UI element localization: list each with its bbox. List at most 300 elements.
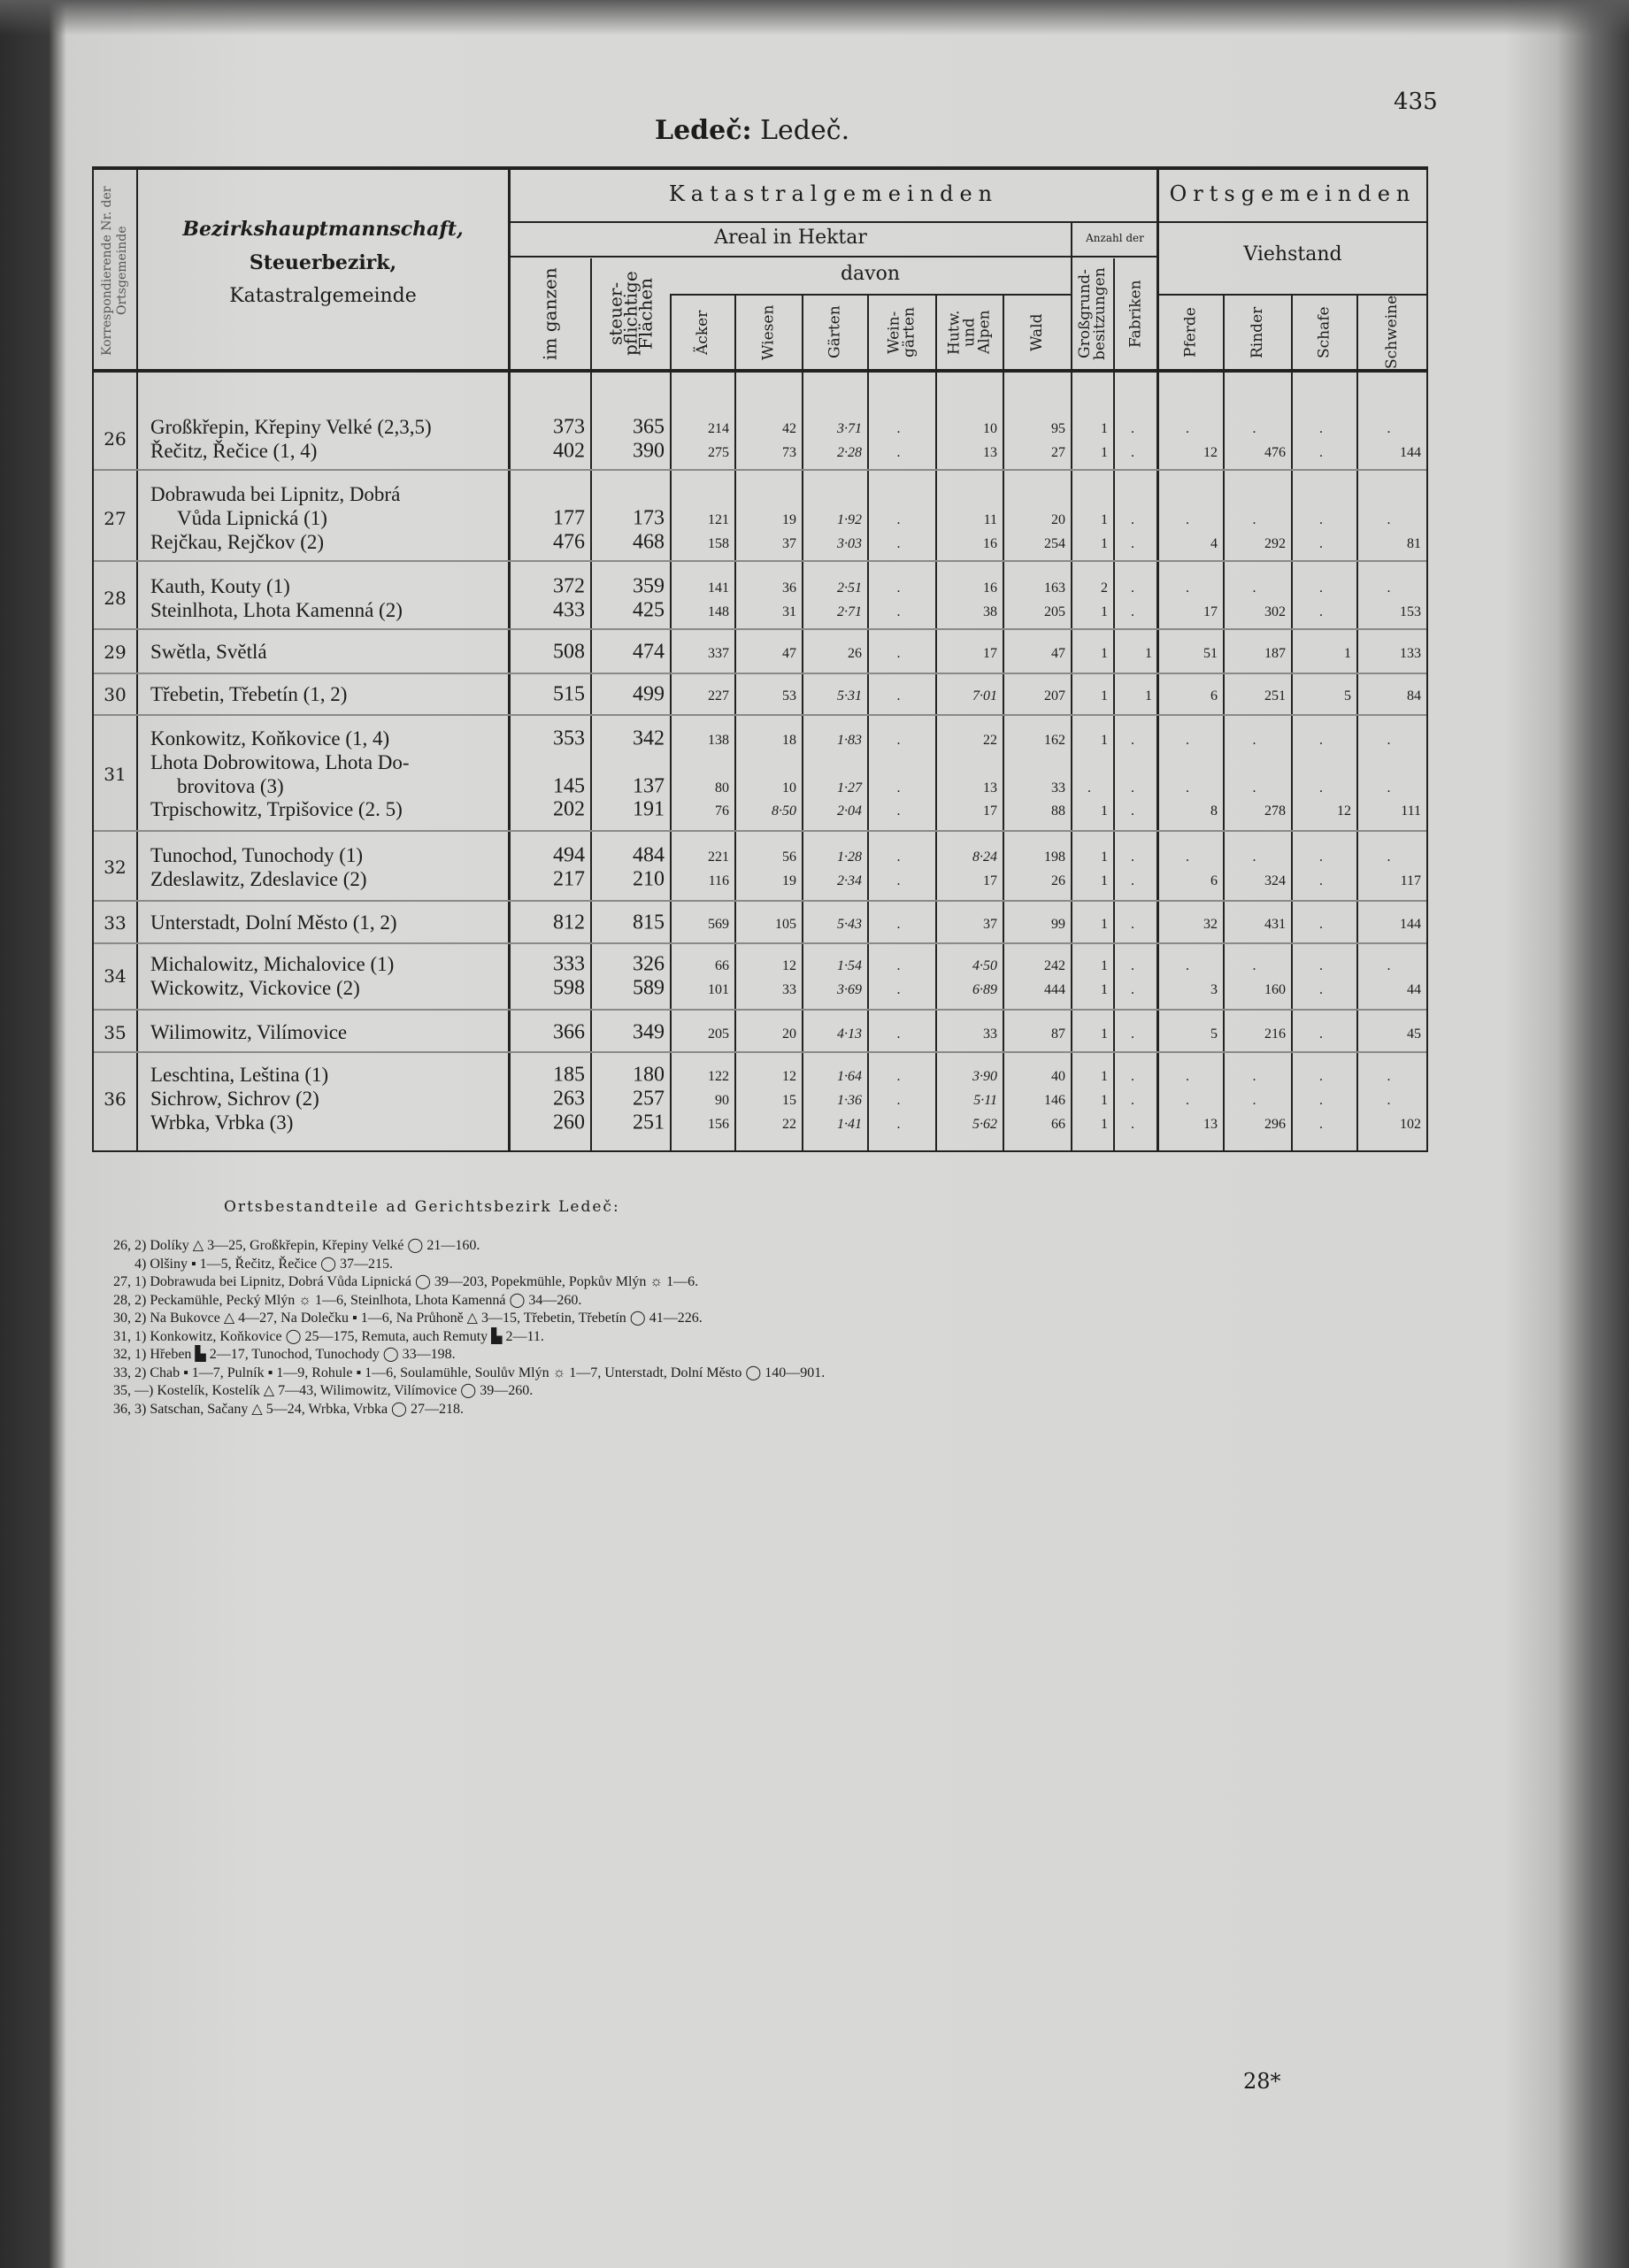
cell-hutw-und-alpen: 22 <box>983 732 997 748</box>
column-header: Schweine <box>1383 295 1401 370</box>
cell-rinder: 302 <box>1264 604 1286 619</box>
footnote-line: 4) Olšiny ▪ 1—5, Řečitz, Řečice ◯ 37—215. <box>113 1256 393 1272</box>
cell-rinder: . <box>1252 511 1256 527</box>
cell-äcker: 214 <box>708 420 729 436</box>
cell-wein-gärten: . <box>896 873 901 888</box>
cell-pferde: 17 <box>1203 604 1218 619</box>
cell-äcker: 205 <box>708 1026 729 1042</box>
cell-hutw-und-alpen: 17 <box>983 645 997 661</box>
cell-wiesen: 37 <box>782 535 796 551</box>
katastralgemeinde-name: Michalowitz, Michalovice (1) <box>150 953 395 975</box>
cell-fabriken: . <box>1131 849 1134 865</box>
rule <box>511 256 1156 258</box>
cell-gro-grund-besitzungen: 1 <box>1101 1068 1108 1084</box>
cell-gärten: 26 <box>848 645 862 661</box>
cell-fabriken: . <box>1131 803 1134 819</box>
cell-steuer-pflichtige-flächen: 173 <box>633 506 665 530</box>
cell-wiesen: 12 <box>782 1068 796 1084</box>
cell-schweine: . <box>1387 1068 1391 1084</box>
ortsgemeinde-number: 26 <box>104 428 127 450</box>
column-header: im ganzen <box>539 267 561 360</box>
cell-schweine: 153 <box>1400 604 1421 619</box>
footnote-line: 36, 3) Satschan, Sačany △ 5—24, Wrbka, Vrbka ◯ 27—218. <box>113 1401 464 1417</box>
cell-schafe: . <box>1319 604 1323 619</box>
ortsgemeinde-number: 31 <box>104 764 127 786</box>
cell-pferde: 6 <box>1210 873 1218 888</box>
cell-gro-grund-besitzungen: 1 <box>1101 981 1108 997</box>
cell-wiesen: 8·50 <box>772 803 796 819</box>
ortsgemeinde-number: 35 <box>104 1022 127 1043</box>
cell-äcker: 116 <box>708 873 729 888</box>
nr-column-rule <box>136 168 138 1150</box>
cell-fabriken: . <box>1131 580 1134 596</box>
cell-gro-grund-besitzungen: 1 <box>1101 1092 1108 1108</box>
cell-wein-gärten: . <box>896 981 901 997</box>
cell-wald: 254 <box>1044 535 1065 551</box>
cell-wiesen: 31 <box>782 604 796 619</box>
cell-schafe: . <box>1319 1026 1323 1042</box>
cell-schweine: 117 <box>1400 873 1421 888</box>
katastralgemeinde-name: Steinlhota, Lhota Kamenná (2) <box>150 598 403 621</box>
cell-wald: 444 <box>1044 981 1065 997</box>
cell-pferde: 3 <box>1210 981 1218 997</box>
cell-wiesen: 12 <box>782 957 796 973</box>
cell-wald: 88 <box>1051 803 1065 819</box>
cell-hutw-und-alpen: 13 <box>983 444 997 460</box>
cell-rinder: . <box>1252 849 1256 865</box>
cell-schweine: 102 <box>1400 1116 1421 1132</box>
cell-gro-grund-besitzungen: 1 <box>1101 604 1108 619</box>
column-rule <box>1113 258 1115 1150</box>
cell-im-ganzen: 433 <box>553 598 585 622</box>
cell-rinder: 251 <box>1264 688 1286 703</box>
page-number: 435 <box>1394 88 1438 115</box>
cell-äcker: 121 <box>708 511 729 527</box>
cell-pferde: 13 <box>1203 1116 1218 1132</box>
cell-hutw-und-alpen: 10 <box>983 420 997 436</box>
cell-rinder: 292 <box>1264 535 1286 551</box>
cell-wald: 33 <box>1051 780 1065 796</box>
cell-hutw-und-alpen: 16 <box>983 535 997 551</box>
cell-wiesen: 19 <box>782 511 796 527</box>
cell-im-ganzen: 372 <box>553 574 585 598</box>
header-ortsgemeinden: Ortsgemeinden <box>1169 181 1417 206</box>
cell-pferde: 8 <box>1210 803 1218 819</box>
ortsgemeinde-number: 30 <box>104 684 127 705</box>
cell-wiesen: 20 <box>782 1026 796 1042</box>
column-header: Wald <box>1028 313 1046 351</box>
cell-äcker: 569 <box>708 916 729 932</box>
footnote-line: 32, 1) Hřeben ▙ 2—17, Tunochod, Tunochody ◯ 33—198. <box>113 1347 456 1362</box>
cell-wald: 47 <box>1051 645 1065 661</box>
cell-wiesen: 47 <box>782 645 796 661</box>
cell-gärten: 2·51 <box>837 580 862 596</box>
cell-wiesen: 73 <box>782 444 796 460</box>
cell-schafe: . <box>1319 580 1323 596</box>
cell-steuer-pflichtige-flächen: 365 <box>633 415 665 439</box>
cell-schafe: . <box>1319 873 1323 888</box>
katastralgemeinde-name: Rejčkau, Rejčkov (2) <box>150 530 325 553</box>
katastralgemeinde-name: Kauth, Kouty (1) <box>150 575 290 597</box>
cell-gärten: 1·28 <box>837 849 862 865</box>
cell-wein-gärten: . <box>896 916 901 932</box>
cell-wein-gärten: . <box>896 732 901 748</box>
cell-wald: 205 <box>1044 604 1065 619</box>
cell-wiesen: 33 <box>782 981 796 997</box>
katastralgemeinde-name: Trpischowitz, Trpišovice (2. 5) <box>150 798 403 821</box>
cell-äcker: 221 <box>708 849 729 865</box>
cell-rinder: . <box>1252 580 1256 596</box>
cell-schafe: . <box>1319 444 1323 460</box>
cell-schweine: 144 <box>1400 916 1421 932</box>
cell-gro-grund-besitzungen: 1 <box>1101 849 1108 865</box>
row-separator <box>94 1051 1426 1053</box>
cell-gärten: 1·27 <box>837 780 862 796</box>
cell-fabriken: . <box>1131 1116 1134 1132</box>
cell-pferde: . <box>1186 1092 1189 1108</box>
cell-pferde: . <box>1186 511 1189 527</box>
cell-gro-grund-besitzungen: . <box>1087 780 1091 796</box>
rule <box>1159 221 1426 223</box>
cell-im-ganzen: 373 <box>553 415 585 439</box>
cell-im-ganzen: 508 <box>553 640 585 664</box>
cell-pferde: 51 <box>1203 645 1218 661</box>
cell-schafe: 12 <box>1337 803 1351 819</box>
cell-äcker: 76 <box>715 803 729 819</box>
cell-gärten: 1·83 <box>837 732 862 748</box>
cell-gärten: 1·64 <box>837 1068 862 1084</box>
cell-fabriken: . <box>1131 604 1134 619</box>
cell-wein-gärten: . <box>896 803 901 819</box>
cell-schweine: 81 <box>1407 535 1421 551</box>
cell-im-ganzen: 353 <box>553 727 585 750</box>
cell-gärten: 1·92 <box>837 511 862 527</box>
cell-pferde: . <box>1186 849 1189 865</box>
cell-im-ganzen: 263 <box>553 1087 585 1111</box>
header-davon: davon <box>840 263 901 285</box>
cell-wald: 66 <box>1051 1116 1065 1132</box>
header-nr: Korrespondierende Nr. der Ortsgemeinde <box>100 186 129 356</box>
footnote-line: 30, 2) Na Bukovce △ 4—27, Na Dolečku ▪ 1—6, Na Průhoně △ 3—15, Třebetin, Třebetín ◯ 41—226. <box>113 1311 703 1326</box>
column-header: Äcker <box>694 310 711 355</box>
cell-äcker: 66 <box>715 957 729 973</box>
cell-gärten: 3·03 <box>837 535 862 551</box>
cell-schafe: 1 <box>1344 645 1351 661</box>
katastralgemeinde-name: Třebetin, Třebetín (1, 2) <box>150 683 348 705</box>
cell-pferde: . <box>1186 957 1189 973</box>
cell-wald: 40 <box>1051 1068 1065 1084</box>
cell-äcker: 275 <box>708 444 729 460</box>
cell-hutw-und-alpen: 8·24 <box>972 849 997 865</box>
ortsgemeinde-number: 28 <box>104 588 127 610</box>
cell-gro-grund-besitzungen: 1 <box>1101 444 1108 460</box>
footnote-line: 33, 2) Chab ▪ 1—7, Pulník ▪ 1—9, Rohule ▪ 1—6, Soulamühle, Soulův Mlýn ☼ 1—7, Unterstadt, Dolní Město ◯ 140—901. <box>113 1365 826 1380</box>
cell-wein-gärten: . <box>896 780 901 796</box>
cell-im-ganzen: 333 <box>553 952 585 976</box>
cell-fabriken: . <box>1131 1026 1134 1042</box>
footnote-line: 28, 2) Peckamühle, Pecký Mlýn ☼ 1—6, Steinlhota, Lhota Kamenná ◯ 34—260. <box>113 1292 582 1308</box>
cell-hutw-und-alpen: 13 <box>983 780 997 796</box>
cell-schafe: . <box>1319 849 1323 865</box>
cell-steuer-pflichtige-flächen: 342 <box>633 727 665 750</box>
cell-schafe: 5 <box>1344 688 1351 703</box>
cell-im-ganzen: 515 <box>553 682 585 706</box>
cell-wald: 87 <box>1051 1026 1065 1042</box>
cell-hutw-und-alpen: 17 <box>983 803 997 819</box>
cell-gärten: 2·28 <box>837 444 862 460</box>
cell-wald: 198 <box>1044 849 1065 865</box>
scan-shadow <box>0 0 1629 35</box>
cell-fabriken: 1 <box>1145 688 1152 703</box>
ortsgemeinde-number: 32 <box>104 857 127 879</box>
cell-schafe: . <box>1319 957 1323 973</box>
cell-im-ganzen: 177 <box>553 506 585 530</box>
column-header: Wiesen <box>759 304 778 360</box>
cell-fabriken: . <box>1131 535 1134 551</box>
cell-fabriken: . <box>1131 444 1134 460</box>
column-header: Rinder <box>1249 306 1266 358</box>
cell-gärten: 3·71 <box>837 420 862 436</box>
cell-wein-gärten: . <box>896 420 901 436</box>
cell-hutw-und-alpen: 11 <box>983 511 997 527</box>
column-header: Gärten <box>826 305 844 359</box>
cell-wein-gärten: . <box>896 1068 901 1084</box>
katastralgemeinde-name: Vůda Lipnická (1) <box>177 506 327 529</box>
katastralgemeinde-name: Sichrow, Sichrov (2) <box>150 1087 319 1110</box>
column-header: steuer-pflichtige Flächen <box>604 271 657 357</box>
cell-schafe: . <box>1319 420 1323 436</box>
cell-gro-grund-besitzungen: 2 <box>1101 580 1108 596</box>
cell-pferde: . <box>1186 1068 1189 1084</box>
cell-gärten: 3·69 <box>837 981 862 997</box>
cell-im-ganzen: 598 <box>553 976 585 1000</box>
cell-wein-gärten: . <box>896 444 901 460</box>
cell-gro-grund-besitzungen: 1 <box>1101 957 1108 973</box>
cell-wein-gärten: . <box>896 688 901 703</box>
cell-wald: 207 <box>1044 688 1065 703</box>
cell-schafe: . <box>1319 511 1323 527</box>
cell-schafe: . <box>1319 981 1323 997</box>
cell-gro-grund-besitzungen: 1 <box>1101 511 1108 527</box>
row-separator <box>94 714 1426 716</box>
cell-steuer-pflichtige-flächen: 499 <box>633 682 665 706</box>
cell-rinder: 187 <box>1264 645 1286 661</box>
cell-pferde: 6 <box>1210 688 1218 703</box>
cell-wald: 162 <box>1044 732 1065 748</box>
table-top-rule <box>92 166 1428 170</box>
cell-wald: 163 <box>1044 580 1065 596</box>
cell-gärten: 1·41 <box>837 1116 862 1132</box>
column-header: Pferde <box>1181 307 1200 357</box>
cell-gärten: 5·43 <box>837 916 862 932</box>
cell-fabriken: . <box>1131 511 1134 527</box>
cell-schweine: 144 <box>1400 444 1421 460</box>
cell-wiesen: 10 <box>782 780 796 796</box>
katastralgemeinde-name: Konkowitz, Koňkovice (1, 4) <box>150 727 390 750</box>
cell-rinder: 216 <box>1264 1026 1286 1042</box>
katastralgemeinde-name: Unterstadt, Dolní Město (1, 2) <box>150 911 397 934</box>
cell-pferde: . <box>1186 580 1189 596</box>
row-separator <box>94 628 1426 630</box>
cell-äcker: 156 <box>708 1116 729 1132</box>
cell-gärten: 1·36 <box>837 1092 862 1108</box>
cell-schweine: 45 <box>1407 1026 1421 1042</box>
katastralgemeinde-name: brovitova (3) <box>177 774 284 797</box>
cell-steuer-pflichtige-flächen: 474 <box>633 640 665 664</box>
cell-wein-gärten: . <box>896 645 901 661</box>
cell-fabriken: . <box>1131 916 1134 932</box>
row-separator <box>94 560 1426 562</box>
cell-äcker: 138 <box>708 732 729 748</box>
footnote-line: 27, 1) Dobrawuda bei Lipnitz, Dobrá Vůda Lipnická ◯ 39—203, Popekmühle, Popkův Mlýn ☼ 1—6. <box>113 1274 699 1289</box>
cell-steuer-pflichtige-flächen: 815 <box>633 911 665 934</box>
cell-wiesen: 15 <box>782 1092 796 1108</box>
katastralgemeinde-name: Wrbka, Vrbka (3) <box>150 1111 294 1134</box>
cell-gro-grund-besitzungen: 1 <box>1101 732 1108 748</box>
cell-pferde: 32 <box>1203 916 1218 932</box>
cell-im-ganzen: 402 <box>553 439 585 463</box>
signature-mark: 28* <box>1243 2069 1281 2094</box>
cell-wein-gärten: . <box>896 511 901 527</box>
cell-schweine: . <box>1387 511 1391 527</box>
cell-steuer-pflichtige-flächen: 191 <box>633 797 665 821</box>
cell-schafe: . <box>1319 916 1323 932</box>
header-name-line: Steuerbezirk, <box>249 251 397 274</box>
cell-wiesen: 19 <box>782 873 796 888</box>
cell-im-ganzen: 260 <box>553 1111 585 1134</box>
cell-gro-grund-besitzungen: 1 <box>1101 688 1108 703</box>
cell-fabriken: . <box>1131 981 1134 997</box>
cell-schweine: . <box>1387 420 1391 436</box>
ortsgemeinde-number: 34 <box>104 965 127 988</box>
row-separator <box>94 469 1426 471</box>
cell-fabriken: . <box>1131 732 1134 748</box>
cell-äcker: 158 <box>708 535 729 551</box>
cell-wald: 27 <box>1051 444 1065 460</box>
cell-pferde: . <box>1186 732 1189 748</box>
table-bottom-rule <box>92 1150 1428 1152</box>
katastralgemeinde-name: Zdeslawitz, Zdeslavice (2) <box>150 867 367 890</box>
cell-steuer-pflichtige-flächen: 589 <box>633 976 665 1000</box>
cell-pferde: 4 <box>1210 535 1218 551</box>
cell-hutw-und-alpen: 3·90 <box>972 1068 997 1084</box>
cell-hutw-und-alpen: 33 <box>983 1026 997 1042</box>
ortsgemeinde-number: 36 <box>104 1088 127 1110</box>
cell-schafe: . <box>1319 1068 1323 1084</box>
cell-äcker: 90 <box>715 1092 729 1108</box>
cell-wald: 99 <box>1051 916 1065 932</box>
cell-wein-gärten: . <box>896 1092 901 1108</box>
header-areal: Areal in Hektar <box>714 227 867 249</box>
cell-schafe: . <box>1319 1092 1323 1108</box>
cell-äcker: 122 <box>708 1068 729 1084</box>
cell-im-ganzen: 476 <box>553 530 585 554</box>
cell-gro-grund-besitzungen: 1 <box>1101 1026 1108 1042</box>
ortsgemeinde-number: 29 <box>104 642 127 663</box>
cell-hutw-und-alpen: 5·11 <box>973 1092 997 1108</box>
cell-im-ganzen: 812 <box>553 911 585 934</box>
cell-im-ganzen: 185 <box>553 1063 585 1087</box>
cell-rinder: . <box>1252 732 1256 748</box>
column-header: Fabriken <box>1126 280 1145 348</box>
cell-hutw-und-alpen: 16 <box>983 580 997 596</box>
katastralgemeinde-name: Wickowitz, Vickovice (2) <box>150 976 360 999</box>
cell-wein-gärten: . <box>896 849 901 865</box>
header-name <box>138 212 508 313</box>
cell-im-ganzen: 202 <box>553 797 585 821</box>
cell-rinder: 278 <box>1264 803 1286 819</box>
cell-äcker: 148 <box>708 604 729 619</box>
cell-im-ganzen: 145 <box>553 774 585 798</box>
footnote-line: 35, —) Kostelík, Kostelík △ 7—43, Wilimowitz, Vilímovice ◯ 39—260. <box>113 1383 534 1398</box>
katastralgemeinde-name: Řečitz, Řečice (1, 4) <box>150 439 318 462</box>
cell-gärten: 2·04 <box>837 803 862 819</box>
cell-hutw-und-alpen: 5·62 <box>972 1116 997 1132</box>
cell-schafe: . <box>1319 1116 1323 1132</box>
cell-gärten: 2·34 <box>837 873 862 888</box>
cell-steuer-pflichtige-flächen: 210 <box>633 867 665 891</box>
footnote-line: 31, 1) Konkowitz, Koňkovice ◯ 25—175, Remuta, auch Remuty ▙ 2—11. <box>113 1328 544 1344</box>
cell-äcker: 101 <box>708 981 729 997</box>
cell-fabriken: . <box>1131 420 1134 436</box>
footnotes-title: Ortsbestandteile ad Gerichtsbezirk Ledeč: <box>224 1198 620 1216</box>
cell-fabriken: . <box>1131 1092 1134 1108</box>
cell-schweine: . <box>1387 957 1391 973</box>
header-name-line: Katastralgemeinde <box>229 285 417 307</box>
cell-gärten: 4·13 <box>837 1026 862 1042</box>
ortsgemeinde-number: 27 <box>104 507 127 529</box>
cell-wald: 146 <box>1044 1092 1065 1108</box>
cell-steuer-pflichtige-flächen: 468 <box>633 530 665 554</box>
cell-steuer-pflichtige-flächen: 349 <box>633 1020 665 1044</box>
katastralgemeinde-name: Großkřepin, Křepiny Velké (2,3,5) <box>150 416 432 438</box>
cell-wiesen: 22 <box>782 1116 796 1132</box>
cell-schweine: . <box>1387 732 1391 748</box>
cell-steuer-pflichtige-flächen: 390 <box>633 439 665 463</box>
cell-gro-grund-besitzungen: 1 <box>1101 535 1108 551</box>
cell-rinder: 160 <box>1264 981 1286 997</box>
header-name-line: Bezirkshauptmannschaft, <box>182 218 464 241</box>
cell-steuer-pflichtige-flächen: 251 <box>633 1111 665 1134</box>
cell-wein-gärten: . <box>896 535 901 551</box>
cell-schweine: . <box>1387 849 1391 865</box>
cell-wein-gärten: . <box>896 1116 901 1132</box>
cell-gro-grund-besitzungen: 1 <box>1101 803 1108 819</box>
page-title: Ledeč: Ledeč. <box>655 115 850 146</box>
cell-wein-gärten: . <box>896 604 901 619</box>
cell-wiesen: 56 <box>782 849 796 865</box>
cell-schafe: . <box>1319 780 1323 796</box>
rule <box>511 221 1156 223</box>
cell-hutw-und-alpen: 4·50 <box>972 957 997 973</box>
cell-gro-grund-besitzungen: 1 <box>1101 916 1108 932</box>
cell-steuer-pflichtige-flächen: 359 <box>633 574 665 598</box>
cell-schweine: . <box>1387 580 1391 596</box>
cell-rinder: . <box>1252 1092 1256 1108</box>
katastralgemeinde-name: Swětla, Světlá <box>150 641 267 663</box>
cell-steuer-pflichtige-flächen: 257 <box>633 1087 665 1111</box>
header-katastralgemeinden: Katastralgemeinden <box>668 181 999 206</box>
cell-rinder: . <box>1252 1068 1256 1084</box>
cell-rinder: 431 <box>1264 916 1286 932</box>
cell-schafe: . <box>1319 535 1323 551</box>
katastralgemeinde-name: Leschtina, Leština (1) <box>150 1064 329 1086</box>
header-anzahl: Anzahl der <box>1086 232 1144 244</box>
katastralgemeinde-name: Wilimowitz, Vilímovice <box>150 1021 348 1043</box>
cell-rinder: . <box>1252 957 1256 973</box>
cell-schweine: 84 <box>1407 688 1421 703</box>
cell-schweine: 133 <box>1400 645 1421 661</box>
